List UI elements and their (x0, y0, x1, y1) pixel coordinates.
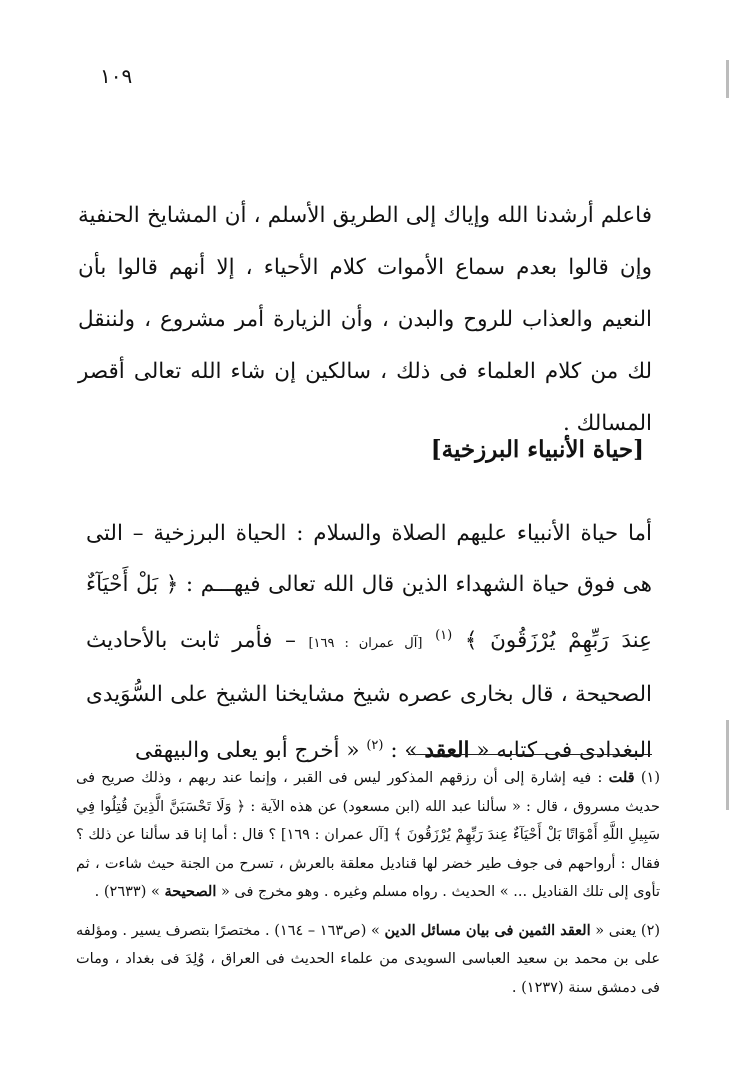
quran-reference: [آل عمران : ١٦٩] (308, 636, 423, 652)
footnote-1-label: قلت (608, 769, 635, 786)
section-paragraph (86, 508, 652, 776)
book-title: العقد (424, 738, 470, 764)
footnote-2-book: العقد الثمين فى بيان مسائل الدين (384, 921, 591, 939)
section-text-d: « أخرج أبو يعلى والبيهقى (134, 738, 360, 764)
intro-paragraph (78, 190, 652, 450)
footnote-2 (76, 917, 660, 1003)
section-text-c: » : (390, 738, 418, 764)
footnote-1-book: الصحيحة (164, 883, 217, 900)
footnote-2-number: (٢) (640, 922, 661, 939)
footnote-1-text: : فيه إشارة إلى أن رزقهم المذكور ليس فى القبر ، وإنما عند ربهم ، وذلك صريح فى حديث مسروق ، قال : « سألنا عبد الله (ابن مسعود) عن هذه الآية : ﴿ وَلَا تَحْسَبَنَّ الَّذِينَ قُتِلُوا فِي سَبِيلِ اللَّهِ أَمْوَاتًا بَلْ أَحْيَآءٌ عِندَ رَبِّهِمْ يُرْزَقُونَ ﴾ [آل عمران : ١٦٩] ؟ قال : أما إنا قد سألنا عن ذلك ؟ فقال : أرواحهم فى جوف طير خضر لها قناديل معلقة بالعرش ، تسرح من الجنة حيث شاءت ، ثم تأوى إلى تلك القناديل ... » الحديث . رواه مسلم وغيره . وهو مخرج فى « (76, 770, 660, 900)
scan-edge-mark-top (726, 60, 729, 98)
footnotes (76, 764, 660, 1002)
footnote-2-pre: يعنى « (595, 922, 637, 939)
scan-edge-mark-bottom (726, 720, 729, 810)
footnote-ref-2: (٢) (366, 738, 384, 754)
section-text-a: أما حياة الأنبياء عليهم الصلاة والسلام : الحياة البرزخية – التى هى فوق حياة الشهداء الذين قال الله تعالى فيهـــم : ﴿ بَلْ أَحْيَآءٌ عِندَ رَبِّهِمْ يُرْزَقُونَ ﴾ (86, 521, 652, 654)
footnote-1 (76, 764, 660, 907)
footnote-ref-1: (١) (435, 628, 453, 643)
footnote-1-number: (١) (640, 770, 661, 786)
footnote-separator (408, 754, 652, 755)
page-number: ١٠٩ (100, 64, 133, 88)
footnote-2-text: » (ص١٦٣ – ١٦٤) . مختصرًا بتصرف يسير . ومؤلفه على بن محمد بن سعيد العباسى السويدى من علماء الحديث فى العراق ، وُلِدَ فى بغداد ، ومات فى دمشق سنة (١٢٣٧) . (76, 922, 660, 996)
section-heading: [حياة الأنبياء البرزخية] (430, 436, 644, 463)
intro-text: فاعلم أرشدنا الله وإياك إلى الطريق الأسلم ، أن المشايخ الحنفية وإن قالوا بعدم سماع الأموات كلام الأحياء ، إلا أنهم قالوا بأن النعيم والعذاب للروح والبدن ، وأن الزيارة أمر مشروع ، ولننقل لك من كلام العلماء فى ذلك ، سالكين إن شاء الله تعالى أقصر المسالك . (78, 203, 652, 436)
footnote-1-end: » (٢٦٣٣) . (94, 884, 160, 900)
section-text-b: – فأمر ثابت بالأحاديث الصحيحة ، قال بخارى عصره شيخ مشايخنا الشيخ على السُّوَيدى البغدادى فى كتابه « (86, 628, 652, 764)
